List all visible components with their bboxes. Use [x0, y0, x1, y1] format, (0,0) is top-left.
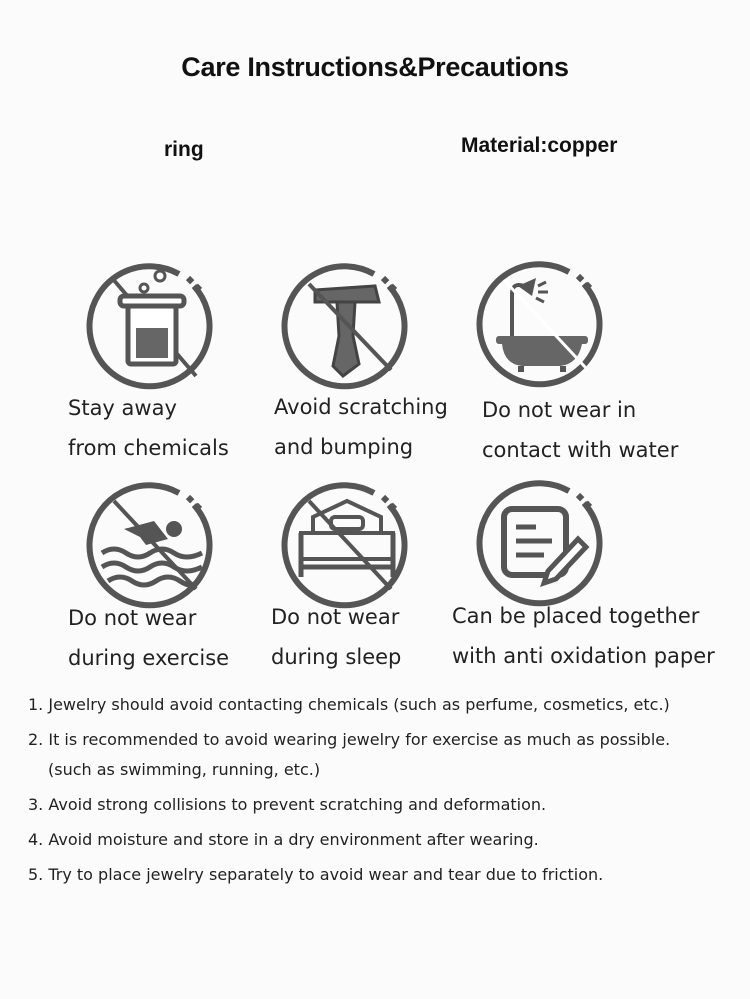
notes-list [28, 690, 738, 895]
product-type: ring [164, 138, 204, 161]
note-item: 1. Jewelry should avoid contacting chemicals (such as perfume, cosmetics, etc.) [28, 695, 670, 714]
note-item: 5. Try to place jewelry separately to avoid wear and tear due to friction. [28, 865, 604, 884]
caption-exercise: Do not wear during exercise [68, 606, 230, 670]
note-item: 4. Avoid moisture and store in a dry environment after wearing. [28, 830, 539, 849]
shower-bath-icon [474, 256, 610, 392]
note-item: 3. Avoid strong collisions to prevent scratching and deformation. [28, 795, 547, 814]
caption-water: Do not wear in contact with water [482, 398, 679, 462]
chemicals-icon [84, 258, 220, 394]
bed-icon [279, 477, 415, 613]
hammer-icon [279, 258, 415, 394]
note-item: 2. It is recommended to avoid wearing jewelry for exercise as much as possible. (such as swimming, running, etc.) [28, 730, 671, 779]
material-label: Material:copper [461, 134, 618, 157]
caption-chemicals: Stay away from chemicals [68, 396, 229, 460]
caption-scratching: Avoid scratching and bumping [274, 395, 448, 459]
swimmer-icon [84, 477, 220, 613]
page-title: Care Instructions&Precautions [181, 52, 569, 82]
caption-paper: Can be placed together with anti oxidation paper [452, 604, 715, 668]
caption-sleep: Do not wear during sleep [271, 605, 402, 669]
paper-pencil-icon [474, 475, 610, 611]
